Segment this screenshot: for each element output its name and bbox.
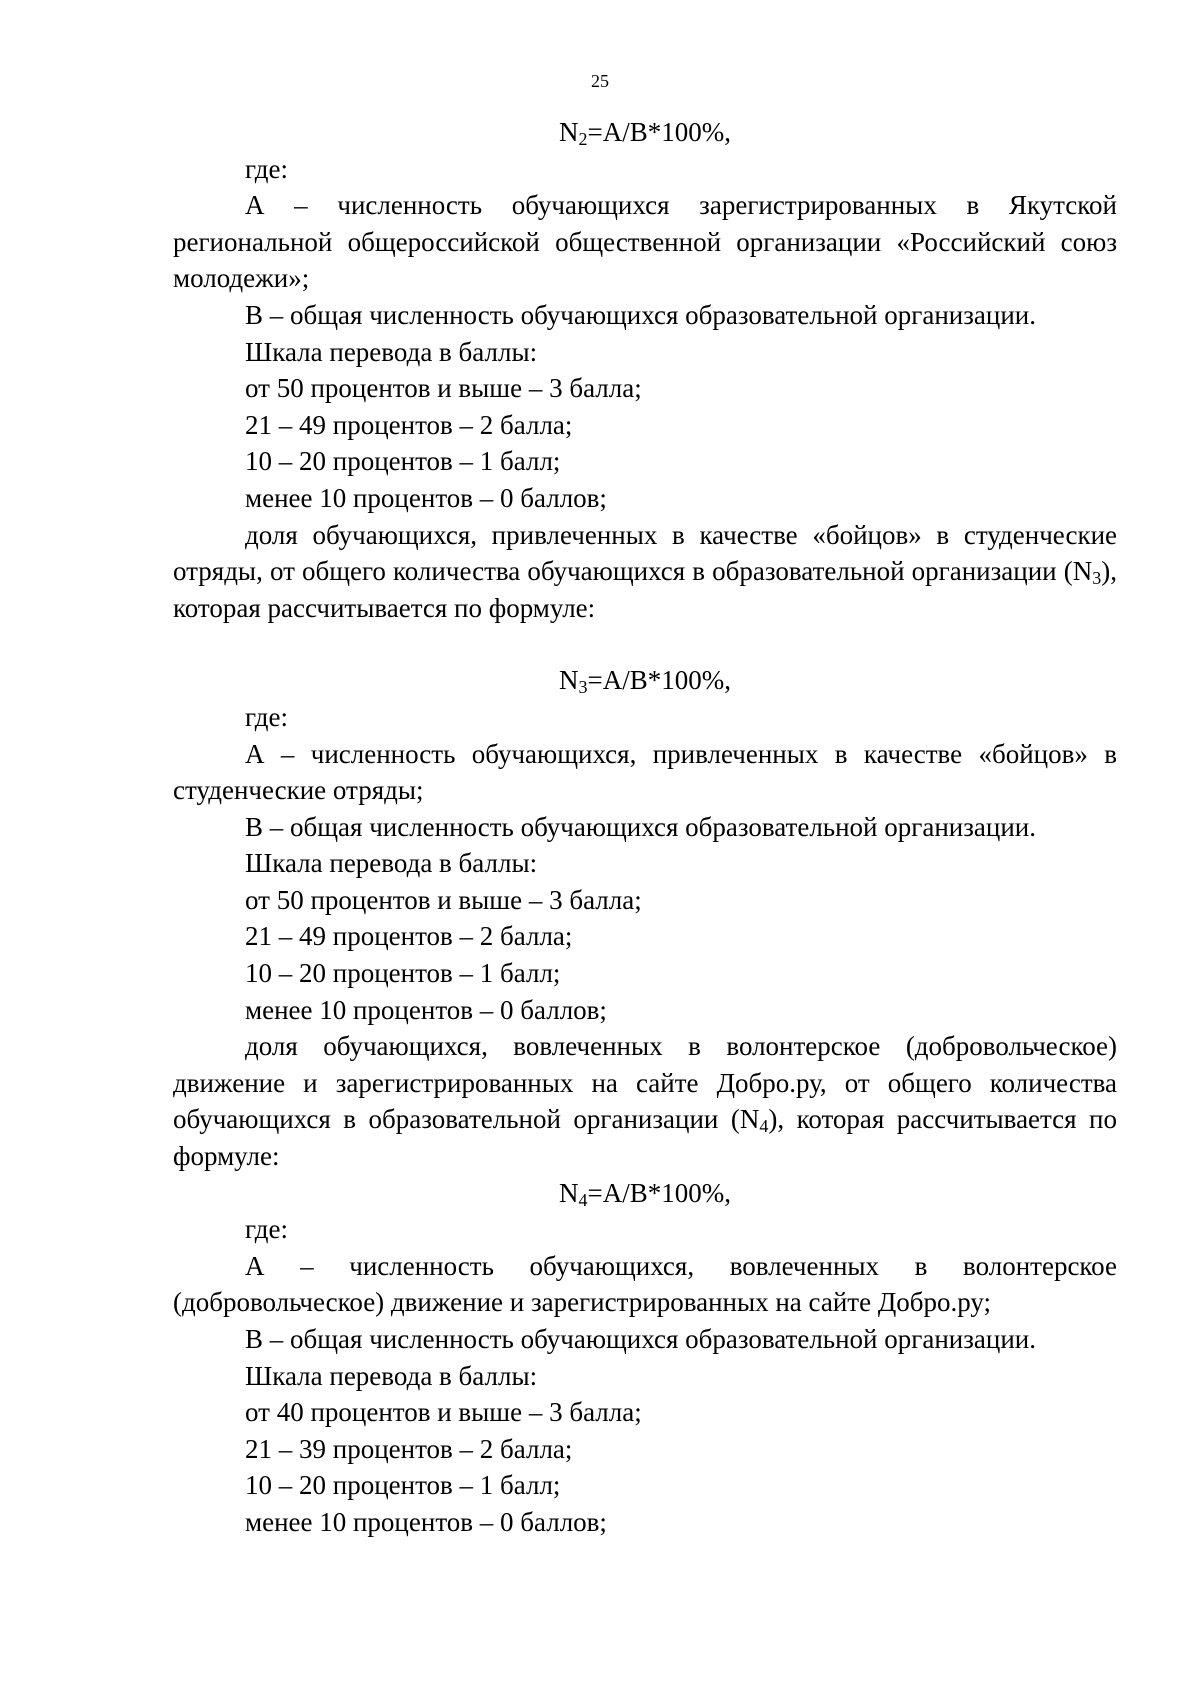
scale-item: менее 10 процентов – 0 баллов; xyxy=(245,994,607,1025)
scale-item: 21 – 49 процентов – 2 балла; xyxy=(245,409,573,440)
spacer xyxy=(173,626,1117,662)
formula-expression: =A/B*100%, xyxy=(587,1177,731,1208)
scale-title: Шкала перевода в баллы: xyxy=(245,848,538,879)
scale-item: 21 – 49 процентов – 2 балла; xyxy=(245,921,573,952)
formula-symbol: N xyxy=(559,665,579,696)
scale-item: 21 – 39 процентов – 2 балла; xyxy=(245,1433,573,1464)
where-label: где: xyxy=(245,153,288,184)
scale-item: 10 – 20 процентов – 1 балл; xyxy=(245,958,561,989)
scale-item: 10 – 20 процентов – 1 балл; xyxy=(245,1470,561,1501)
formula-n4 xyxy=(173,1175,1117,1212)
scale-item: менее 10 процентов – 0 баллов; xyxy=(245,482,607,513)
formula-subscript: 2 xyxy=(578,129,588,149)
where-label: где: xyxy=(245,701,288,732)
intro-subscript: 4 xyxy=(759,1116,769,1137)
intro-text-end: ), которая рассчитывается по формуле: xyxy=(173,556,1117,623)
formula-n3 xyxy=(173,662,1117,699)
definition-b: В – общая численность обучающихся образовательной организации. xyxy=(245,811,1036,842)
scale-title: Шкала перевода в баллы: xyxy=(245,336,538,367)
formula-symbol: N xyxy=(559,1177,579,1208)
definition-b: В – общая численность обучающихся образовательной организации. xyxy=(245,1324,1036,1354)
indicator-intro-n4 xyxy=(173,1028,1117,1174)
intro-text: доля обучающихся, вовлеченных в волонтерское (добровольческое) движение и зарегистрированных на сайте Добро.ру, от общего количества обучающихся в образовательной организации (N xyxy=(173,1031,1117,1135)
scale-item: менее 10 процентов – 0 баллов; xyxy=(245,1506,607,1537)
scale-item: от 50 процентов и выше – 3 балла; xyxy=(245,884,642,915)
where-label: где: xyxy=(245,1214,288,1245)
intro-text: доля обучающихся, привлеченных в качестве «бойцов» в студенческие отряды, от общего количества обучающихся в образовательной организации (N xyxy=(173,519,1117,587)
formula-subscript: 3 xyxy=(578,677,588,698)
formula-expression: =A/B*100%, xyxy=(587,665,731,696)
indicator-intro-n3 xyxy=(173,517,1117,627)
formula-symbol: N xyxy=(559,117,579,147)
definition-a: А – численность обучающихся, вовлеченных в волонтерское (добровольческое) движение и зарегистрированных на сайте Добро.ру; xyxy=(173,1250,1117,1318)
page-number: 25 xyxy=(591,71,609,91)
page-content xyxy=(173,114,1117,1541)
intro-text-end: ), которая рассчитывается по формуле: xyxy=(173,1104,1118,1172)
formula-subscript: 4 xyxy=(578,1189,588,1210)
formula-expression: =A/B*100%, xyxy=(587,117,731,147)
scale-item: от 40 процентов и выше – 3 балла; xyxy=(245,1397,642,1428)
intro-subscript: 3 xyxy=(1092,568,1102,589)
scale-item: 10 – 20 процентов – 1 балл; xyxy=(245,446,561,477)
definition-a: А – численность обучающихся зарегистрированных в Якутской региональной общероссийской общественной организации «Российский союз молодежи»; xyxy=(173,190,1117,294)
definition-a: А – численность обучающихся, привлеченных в качестве «бойцов» в студенческие отряды; xyxy=(173,738,1117,806)
scale-title: Шкала перевода в баллы: xyxy=(245,1360,538,1391)
scale-item: от 50 процентов и выше – 3 балла; xyxy=(245,373,642,404)
formula-n2 xyxy=(173,114,1117,151)
definition-b: В – общая численность обучающихся образовательной организации. xyxy=(245,299,1036,330)
